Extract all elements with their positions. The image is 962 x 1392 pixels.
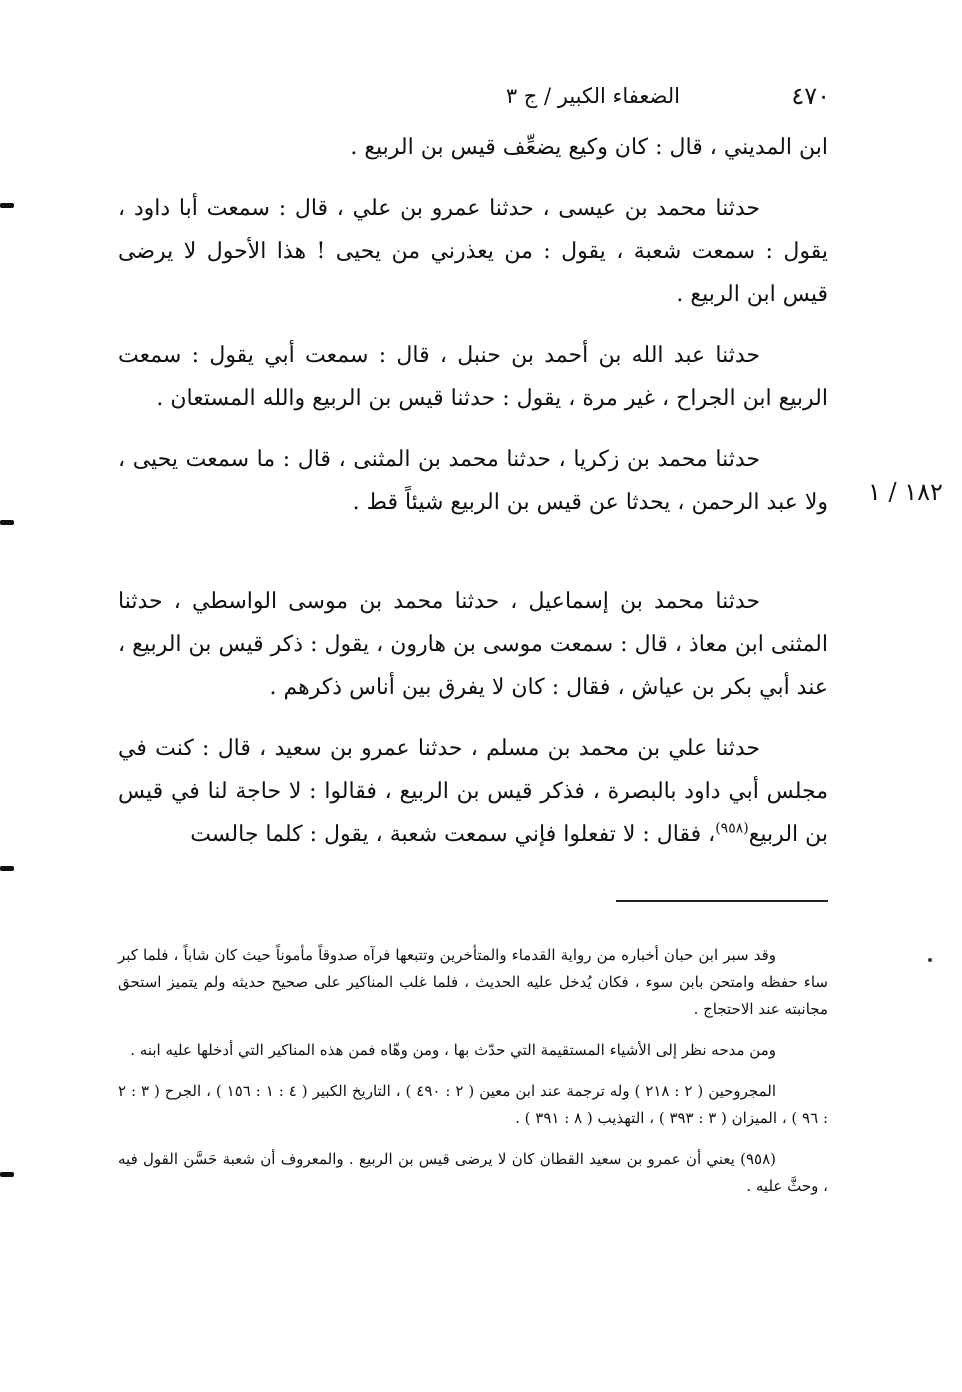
footnotes	[118, 942, 828, 1200]
footnote-3: المجروحين ( ٢ : ٢١٨ ) وله ترجمة عند ابن معين ( ٢ : ٤٩٠ ) ، التاريخ الكبير ( ٤ : ١ : ١٥٦ ) ، الجرح ( ٣ : ٢ : ٩٦ ) ، الميزان ( ٣ : ٣٩٣ ) ، التهذيب ( ٨ : ٣٩١ ) .	[118, 1082, 828, 1127]
paragraph-6-tail: ، فقال : لا تفعلوا فإني سمعت شعبة ، يقول : كلما جالست	[190, 822, 716, 847]
margin-reference: ١٨٢ / ١	[868, 478, 943, 506]
footnote-marker[interactable]: (٩٥٨)	[715, 820, 749, 837]
main-text	[118, 126, 828, 856]
paragraph-6	[118, 727, 828, 856]
edge-mark	[0, 866, 14, 871]
page-number: ٤٧٠	[791, 82, 830, 110]
footnote-separator	[616, 900, 828, 902]
page-header	[360, 82, 830, 116]
edge-mark	[0, 203, 14, 208]
paragraph-4: حدثنا محمد بن زكريا ، حدثنا محمد بن المثنى ، قال : ما سمعت يحيى ، ولا عبد الرحمن ، يحدثا عن قيس بن الربيع شيئاً قط .	[118, 447, 828, 515]
edge-mark	[0, 520, 14, 525]
running-title: الضعفاء الكبير / ج ٣	[505, 84, 680, 108]
footnote-2: ومن مدحه نظر إلى الأشياء المستقيمة التي حدّث بها ، ومن وهّاه فمن هذه المناكير التي أدخلها عليه ابنه .	[130, 1041, 776, 1059]
paragraph-1: ابن المديني ، قال : كان وكيع يضعِّف قيس بن الربيع .	[350, 135, 828, 160]
edge-mark	[0, 1172, 14, 1177]
paragraph-6-text: حدثنا علي بن محمد بن مسلم ، حدثنا عمرو بن سعيد ، قال : كنت في مجلس أبي داود بالبصرة ، فذكر قيس بن الربيع ، فقالوا : لا حاجة لنا في قيس بن الربيع	[118, 736, 828, 847]
paragraph-2: حدثنا محمد بن عيسى ، حدثنا عمرو بن علي ، قال : سمعت أبا داود ، يقول : سمعت شعبة ، يقول : من يعذرني من يحيى ! هذا الأحول لا يرضى قيس ابن الربيع .	[118, 196, 828, 307]
paragraph-5: حدثنا محمد بن إسماعيل ، حدثنا محمد بن موسى الواسطي ، حدثنا المثنى ابن معاذ ، قال : سمعت موسى بن هارون ، يقول : ذكر قيس بن الربيع ، عند أبي بكر بن عياش ، فقال : كان لا يفرق بين أناس ذكرهم .	[118, 589, 828, 700]
footnote-1: وقد سبر ابن حبان أخباره من رواية القدماء والمتأخرين وتتبعها فرآه صدوقاً مأموناً حيث كان شاباً ، فلما كبر ساء حفظه وامتحن بابن سوء ، فكان يُدخل عليه الحديث ، فلما غلب المناكير على صحيح حديثه ولم يتميز استحق مجانبته عند الاحتجاج .	[118, 946, 828, 1018]
scan-speck	[928, 958, 932, 962]
paragraph-3: حدثنا عبد الله بن أحمد بن حنبل ، قال : سمعت أبي يقول : سمعت الربيع ابن الجراح ، غير مرة ، يقول : حدثنا قيس بن الربيع والله المستعان .	[118, 343, 828, 411]
footnote-4: (٩٥٨) يعني أن عمرو بن سعيد القطان كان لا يرضى قيس بن الربيع . والمعروف أن شعبة حَسَّن القول فيه ، وحثَّ عليه .	[118, 1150, 828, 1195]
